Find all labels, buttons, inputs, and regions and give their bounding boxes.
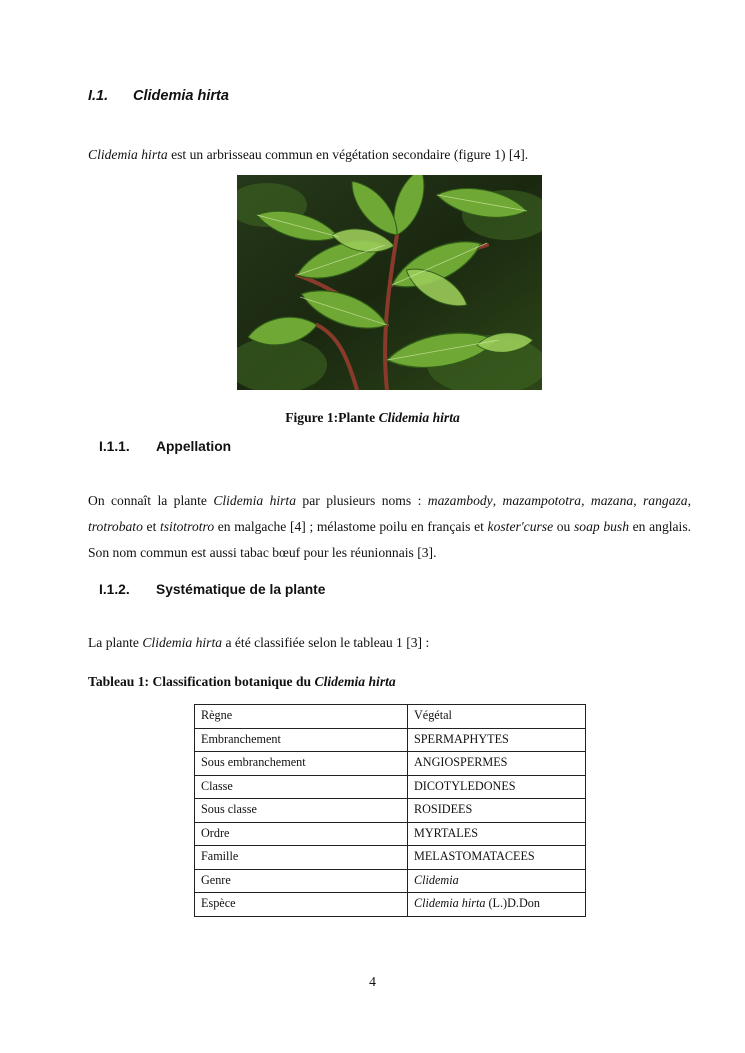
- section-heading: [88, 88, 229, 104]
- text-run: ,: [633, 493, 644, 508]
- figure-caption: [0, 410, 745, 426]
- text-run: par plusieurs noms :: [296, 493, 428, 508]
- plant-illustration: [237, 175, 542, 390]
- table-row: [195, 728, 586, 752]
- species-name: Clidemia hirta: [142, 635, 223, 650]
- rank-cell: Classe: [195, 775, 408, 799]
- classification-intro: [88, 630, 429, 656]
- classification-table: [194, 704, 586, 917]
- table-row: [195, 869, 586, 893]
- table-caption-label: Tableau 1: Classification botanique du: [88, 674, 315, 689]
- text-run: ,: [581, 493, 591, 508]
- subsection-heading-appellation: [99, 439, 231, 454]
- species-name: Clidemia hirta: [414, 896, 486, 910]
- value-cell: [408, 869, 586, 893]
- page-number: 4: [369, 974, 376, 989]
- subsection-heading-systematique: [99, 582, 325, 597]
- figure-caption-label: Figure 1:Plante: [285, 410, 379, 425]
- value-cell: DICOTYLEDONES: [408, 775, 586, 799]
- plant-photo: [237, 175, 542, 390]
- value-cell: ANGIOSPERMES: [408, 752, 586, 776]
- text-run: et: [142, 519, 160, 534]
- table-row: [195, 775, 586, 799]
- table-row: [195, 752, 586, 776]
- rank-cell: Sous classe: [195, 799, 408, 823]
- table-row: [195, 822, 586, 846]
- intro-paragraph: [88, 142, 528, 168]
- vernacular-name: trotrobato: [88, 519, 143, 534]
- text-run: ,: [492, 493, 503, 508]
- section-title: Clidemia hirta: [133, 88, 229, 104]
- table-caption-species: Clidemia hirta: [314, 674, 396, 689]
- vernacular-name: tsitotrotro: [159, 519, 215, 534]
- rank-cell: Règne: [195, 705, 408, 729]
- vernacular-name: koster'curse: [487, 519, 554, 534]
- table-row: [195, 846, 586, 870]
- text-run: On connaît la plante: [88, 493, 214, 508]
- subsection-title: Appellation: [156, 439, 232, 454]
- rank-cell: Sous embranchement: [195, 752, 408, 776]
- rank-cell: Espèce: [195, 893, 408, 917]
- value-cell: Végétal: [408, 705, 586, 729]
- text-run: La plante: [88, 635, 143, 650]
- intro-text: est un arbrisseau commun en végétation secondaire (figure 1) [4].: [167, 147, 529, 162]
- species-name: Clidemia hirta: [213, 493, 297, 508]
- table-caption: [88, 674, 396, 690]
- text-run: en anglais. Son nom commun est aussi tabac bœuf pour les réunionnais [3].: [88, 519, 692, 560]
- value-cell: ROSIDEES: [408, 799, 586, 823]
- section-number: I.1.: [88, 88, 109, 104]
- value-cell: SPERMAPHYTES: [408, 728, 586, 752]
- table-row: [195, 893, 586, 917]
- table-row: [195, 705, 586, 729]
- genus-name: Clidemia: [414, 872, 459, 887]
- vernacular-name: soap bush: [574, 519, 629, 534]
- text-run: a été classifiée selon le tableau 1 [3] :: [222, 635, 430, 650]
- vernacular-name: rangaza: [643, 493, 688, 508]
- rank-cell: Famille: [195, 846, 408, 870]
- subsection-title: Systématique de la plante: [156, 582, 326, 597]
- subsection-number: I.1.1.: [99, 439, 130, 454]
- text-run: en malgache [4] ; mélastome poilu en français et: [214, 519, 488, 534]
- rank-cell: Ordre: [195, 822, 408, 846]
- figure-caption-species: Clidemia hirta: [378, 410, 460, 425]
- value-cell: MELASTOMATACEES: [408, 846, 586, 870]
- authority: (L.)D.Don: [485, 896, 540, 910]
- value-cell: [408, 893, 586, 917]
- value-cell: MYRTALES: [408, 822, 586, 846]
- text-run: ou: [553, 519, 574, 534]
- rank-cell: Genre: [195, 869, 408, 893]
- appellation-paragraph: [88, 488, 691, 566]
- vernacular-name: mazambody: [427, 493, 493, 508]
- rank-cell: Embranchement: [195, 728, 408, 752]
- table-row: [195, 799, 586, 823]
- vernacular-name: mazampototra: [502, 493, 582, 508]
- species-name: Clidemia hirta: [88, 147, 168, 162]
- vernacular-name: mazana: [590, 493, 634, 508]
- text-run: ,: [687, 493, 691, 508]
- subsection-number: I.1.2.: [99, 582, 130, 597]
